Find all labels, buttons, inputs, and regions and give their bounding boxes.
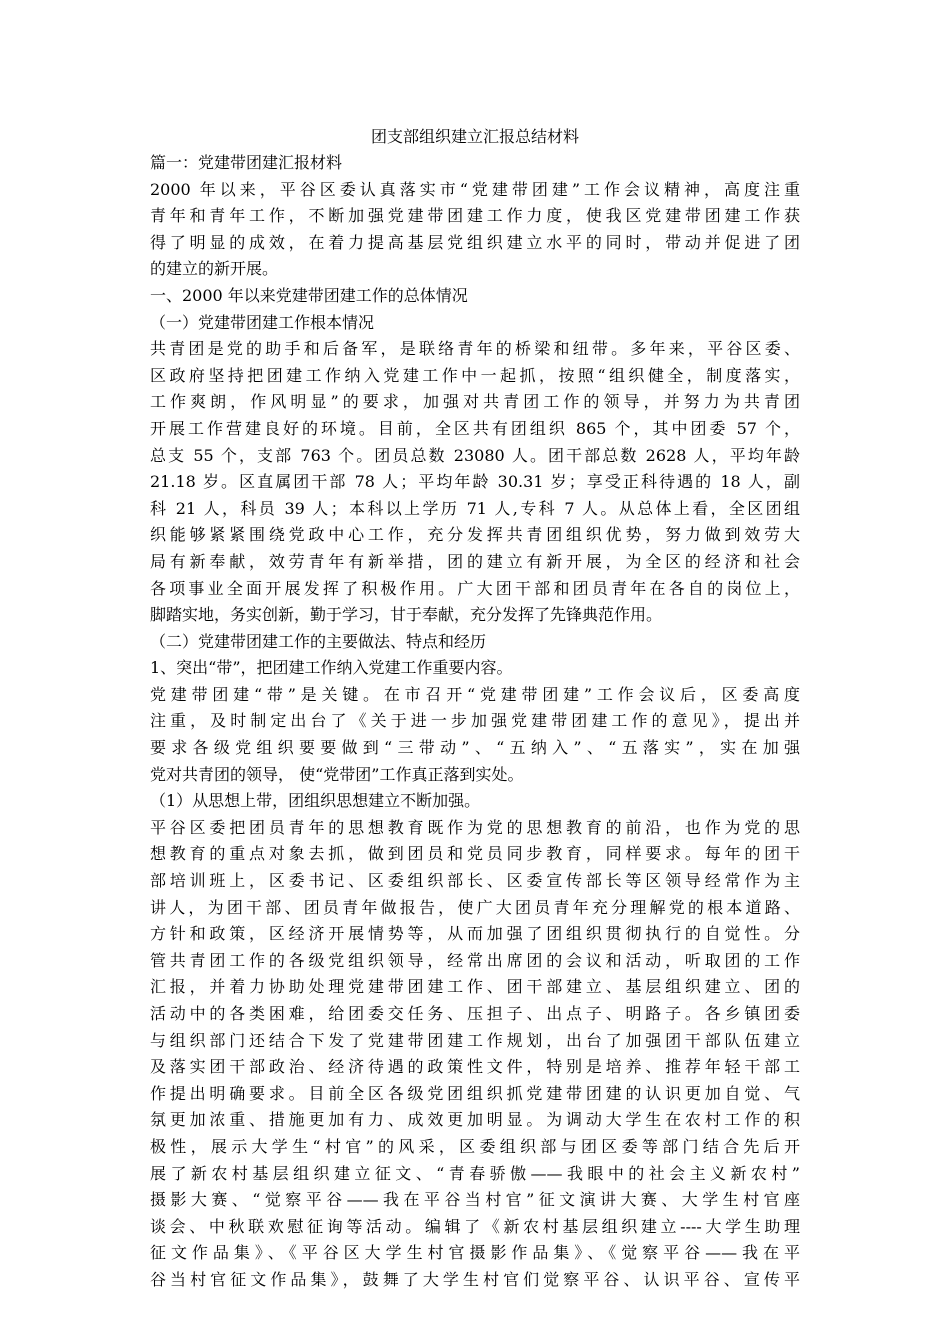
document-title: 团支部组织建立汇报总结材料 (370, 127, 579, 146)
body-line: 部培训班上，区委书记、区委组织部长、区委宣传部长等区领导经常作为主 (150, 871, 800, 891)
body-line: （一）党建带团建工作根本情况 (150, 312, 375, 332)
body-line: 青年和青年工作，不断加强党建带团建工作力度，使我区党建带团建工作获 (150, 206, 800, 226)
body-line: 党建带团建“带”是关键。在市召开“党建带团建”工作会议后，区委高度 (150, 684, 800, 704)
body-line: 氛更加浓重、措施更加有力、成效更加明显。为调动大学生在农村工作的积 (150, 1110, 800, 1130)
body-line: 工作爽朗，作风明显”的要求，加强对共青团工作的领导，并努力为共青团 (150, 392, 800, 412)
body-line: 科 21 人，科员 39 人；本科以上学历 71 人,专科 7 人。从总体上看，全区团组 (150, 498, 800, 518)
body-line: 谈会、中秋联欢慰征询等活动。编辑了《新农村基层组织建立----大学生助理 (150, 1216, 800, 1236)
body-line: 谷当村官征文作品集》，鼓舞了大学生村官们觉察平谷、认识平谷、宣传平 (150, 1269, 800, 1289)
body-line: 展了新农村基层组织建立征文、“青春骄傲——我眼中的社会主义新农村” (150, 1163, 800, 1183)
body-line: 讲人，为团干部、团员青年做报告，使广大团员青年充分理解党的根本道路、 (150, 897, 800, 917)
body-line: （二）党建带团建工作的主要做法、特点和经历 (150, 631, 487, 651)
body-line: 作提出明确要求。目前全区各级党团组织抓党建带团建的认识更加自觉、气 (150, 1083, 800, 1103)
body-line: 摄影大赛、“觉察平谷——我在平谷当村官”征文演讲大赛、大学生村官座 (150, 1190, 800, 1210)
body-line: 篇一：党建带团建汇报材料 (150, 153, 343, 172)
document-body (150, 150, 800, 1294)
body-line: 织能够紧紧围绕党政中心工作，充分发挥共青团组织优势，努力做到效劳大 (150, 525, 800, 545)
body-line: 脚踏实地，务实创新，勤于学习，甘于奉献，充分发挥了先锋典范作用。 (150, 605, 663, 625)
body-line: 党对共青团的领导， 使“党带团”工作真正落到实处。 (150, 764, 524, 784)
body-line: 得了明显的成效，在着力提高基层党组织建立水平的同时，带动并促进了团 (150, 232, 800, 252)
body-line: 共青团是党的助手和后备军，是联络青年的桥梁和纽带。多年来，平谷区委、 (150, 339, 800, 359)
body-line: 开展工作营建良好的环境。目前，全区共有团组织 865 个，其中团委 57 个， (150, 418, 800, 438)
body-line: 想教育的重点对象去抓，做到团员和党员同步教育，同样要求。每年的团干 (150, 844, 800, 864)
body-line: 各项事业全面开展发挥了积极作用。广大团干部和团员青年在各自的岗位上， (150, 578, 800, 598)
body-line: 21.18 岁。区直属团干部 78 人；平均年龄 30.31 岁；享受正科待遇的 18 人，副 (150, 472, 800, 492)
body-line: 一、2000 年以来党建带团建工作的总体情况 (150, 285, 468, 305)
body-line: 局有新奉献，效劳青年有新举措，团的建立有新开展，为全区的经济和社会 (150, 551, 800, 571)
body-line: 1、突出“带”，把团建工作纳入党建工作重要内容。 (150, 658, 513, 678)
document-page (150, 124, 800, 1294)
body-line: 总支 55 个，支部 763 个。团员总数 23080 人。团干部总数 2628 人，平均年龄 (150, 445, 800, 465)
body-line: 管共青团工作的各级党组织领导，经常出席团的会议和活动，听取团的工作 (150, 950, 800, 970)
body-line: 征文作品集》、《平谷区大学生村官摄影作品集》、《觉察平谷——我在平 (150, 1243, 800, 1263)
body-line: 区政府坚持把团建工作纳入党建工作中一起抓，按照“组织健全，制度落实， (150, 365, 800, 385)
body-line: 要求各级党组织要要做到“三带动”、“五纳入”、“五落实”，实在加强 (150, 738, 800, 758)
body-line: 注重，及时制定出台了《关于进一步加强党建带团建工作的意见》，提出并 (150, 711, 800, 731)
body-line: 方针和政策，区经济开展情势等，从而加强了团组织贯彻执行的自觉性。分 (150, 924, 800, 944)
body-line: 极性，展示大学生“村官”的风采，区委组织部与团区委等部门结合先后开 (150, 1136, 800, 1156)
body-line: 2000 年以来，平谷区委认真落实市“党建带团建”工作会议精神，高度注重 (150, 179, 800, 199)
body-line: 与组织部门还结合下发了党建带团建工作规划，出台了加强团干部队伍建立 (150, 1030, 800, 1050)
body-line: 的建立的新开展。 (150, 259, 279, 279)
body-line: 汇报，并着力协助处理党建带团建工作、团干部建立、基层组织建立、团的 (150, 977, 800, 997)
body-line: 及落实团干部政治、经济待遇的政策性文件，特别是培养、推荐年轻干部工 (150, 1057, 800, 1077)
body-line: （1）从思想上带，团组织思想建立不断加强。 (150, 791, 481, 811)
body-line: 活动中的各类困难，给团委交任务、压担子、出点子、明路子。各乡镇团委 (150, 1004, 800, 1023)
body-line: 平谷区委把团员青年的思想教育既作为党的思想教育的前沿，也作为党的思 (150, 817, 800, 837)
